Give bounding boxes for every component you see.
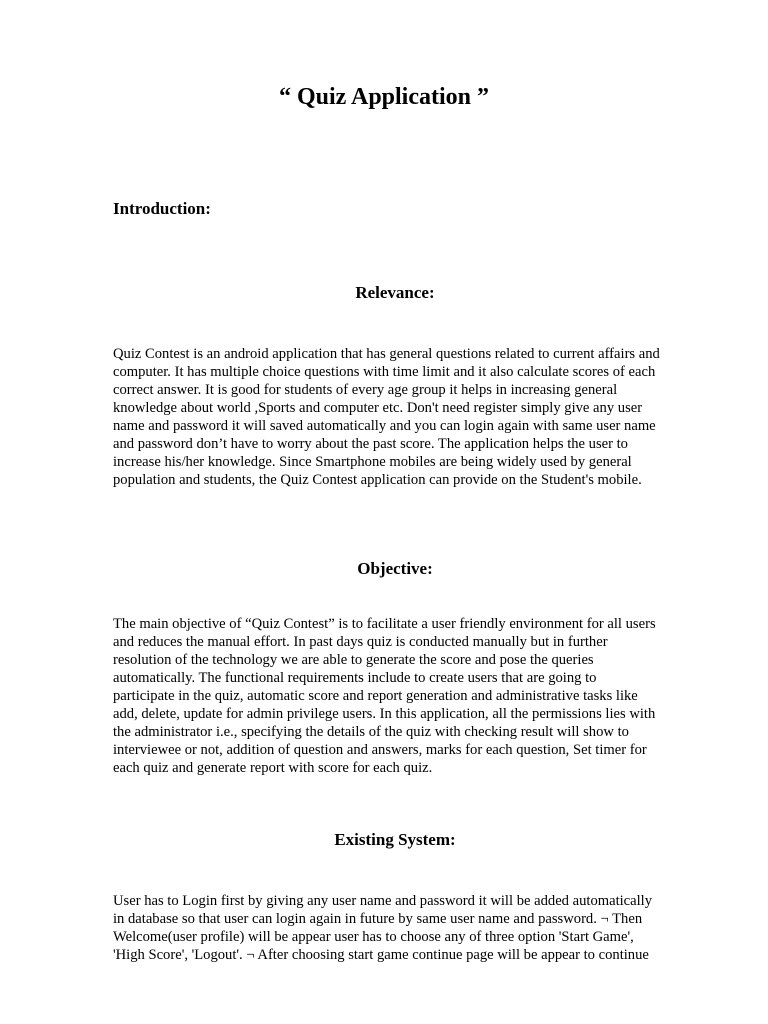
paragraph-line: each quiz and generate report with score for each quiz.: [113, 760, 433, 776]
document-title: “ Quiz Application ”: [278, 84, 490, 110]
paragraph-line: and reduces the manual effort. In past days quiz is conducted manually but in further: [113, 634, 608, 650]
paragraph-line: and password don’t have to worry about the past score. The application helps the user to: [113, 436, 628, 452]
paragraph-line: Quiz Contest is an android application that has general questions related to current affairs and: [113, 346, 660, 362]
existing-system-paragraph: [113, 892, 683, 964]
paragraph-line: in database so that user can login again in future by same user name and password. ¬ Then: [113, 911, 643, 927]
existing-system-heading: Existing System:: [334, 830, 456, 849]
paragraph-line: correct answer. It is good for students of every age group it helps in increasing general: [113, 382, 618, 398]
paragraph-line: resolution of the technology we are able to generate the score and pose the queries: [113, 652, 594, 668]
paragraph-line: participate in the quiz, automatic score and report generation and administrative tasks like: [113, 688, 638, 704]
paragraph-line: automatically. The functional requirements include to create users that are going to: [113, 670, 597, 686]
paragraph-line: 'High Score', 'Logout'. ¬ After choosing start game continue page will be appear to continue: [113, 947, 649, 963]
paragraph-line: increase his/her knowledge. Since Smartphone mobiles are being widely used by general: [113, 454, 632, 470]
paragraph-line: User has to Login first by giving any user name and password it will be added automatically: [113, 893, 653, 909]
objective-heading: Objective:: [357, 559, 433, 578]
paragraph-line: population and students, the Quiz Contest application can provide on the Student's mobile.: [113, 472, 642, 488]
paragraph-line: interviewee or not, addition of question and answers, marks for each question, Set timer for: [113, 742, 647, 758]
paragraph-line: name and password it will saved automatically and you can login again with same user name: [113, 418, 656, 434]
paragraph-line: computer. It has multiple choice questions with time limit and it also calculate scores of each: [113, 364, 656, 380]
relevance-heading: Relevance:: [355, 283, 435, 302]
introduction-heading: Introduction:: [113, 199, 211, 218]
paragraph-line: Welcome(user profile) will be appear user has to choose any of three option 'Start Game',: [113, 929, 634, 945]
paragraph-line: add, delete, update for admin privilege users. In this application, all the permissions lies with: [113, 706, 656, 722]
objective-paragraph: [113, 615, 683, 777]
paragraph-line: knowledge about world ,Sports and computer etc. Don't need register simply give any user: [113, 400, 643, 416]
paragraph-line: the administrator i.e., specifying the details of the quiz with checking result will show to: [113, 724, 629, 740]
paragraph-line: The main objective of “Quiz Contest” is to facilitate a user friendly environment for all users: [113, 616, 656, 632]
relevance-paragraph: [113, 345, 683, 489]
